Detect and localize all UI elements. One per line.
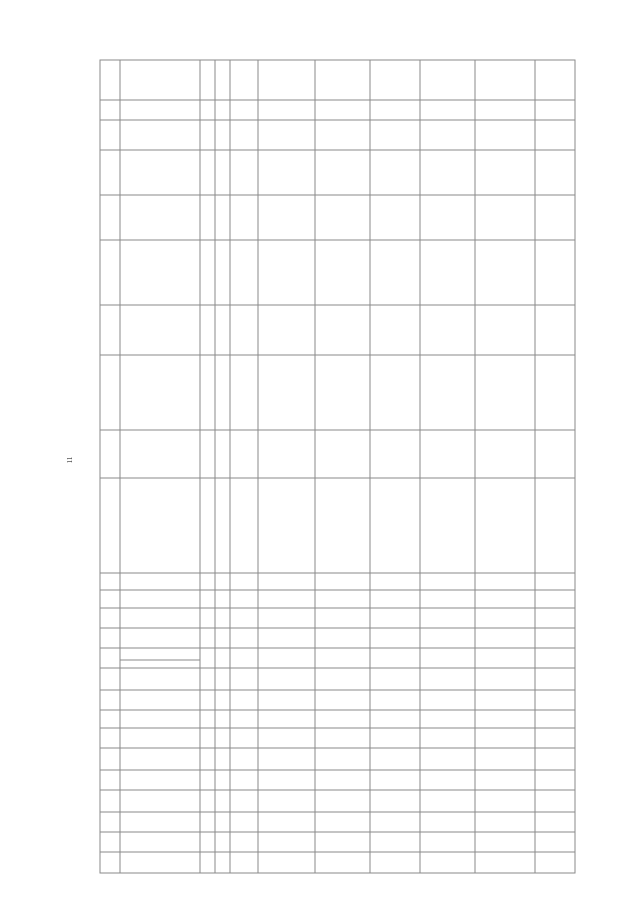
data-row <box>422 62 473 66</box>
table-grid <box>100 60 575 873</box>
data-row <box>372 62 418 66</box>
table-rows <box>260 62 533 66</box>
page-number: 11 <box>66 456 74 464</box>
data-row <box>317 62 368 66</box>
data-row <box>260 62 313 66</box>
data-row <box>477 62 533 66</box>
table-border <box>100 60 575 873</box>
